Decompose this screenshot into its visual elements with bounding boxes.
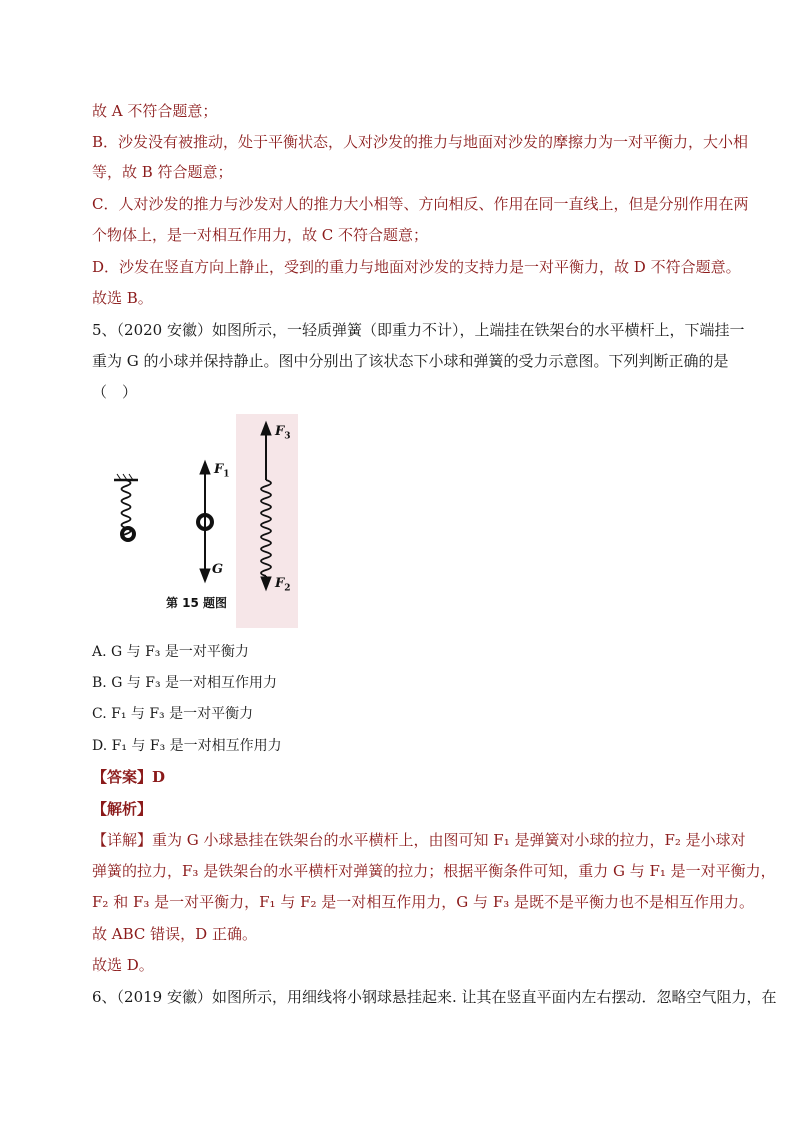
conclusion-b: 故选 B。 bbox=[92, 289, 153, 307]
option-d: D. F₁ 与 F₃ 是一对相互作用力 bbox=[92, 738, 282, 754]
detail-line-2: 弹簧的拉力，F₃ 是铁架台的水平横杆对弹簧的拉力；根据平衡条件可知，重力 G 与 F₁ 是一对平衡力， bbox=[92, 862, 776, 880]
detail-line-4: 故 ABC 错误，D 正确。 bbox=[92, 925, 257, 943]
f2-label: $F_2$ bbox=[275, 576, 291, 594]
spring-and-ball bbox=[114, 474, 138, 540]
option-a: A. G 与 F₃ 是一对平衡力 bbox=[92, 644, 249, 660]
question-5-line-1: 5、（2020 安徽）如图所示，一轻质弹簧（即重力不计），上端挂在铁架台的水平横杆上，下端挂一 bbox=[92, 321, 745, 339]
option-c-explanation: C．人对沙发的推力与沙发对人的推力大小相等、方向相反、作用在同一直线上，但是分别作用在两 bbox=[92, 195, 749, 213]
force-diagram-figure bbox=[108, 414, 298, 628]
detail-line-1: 【详解】重为 G 小球悬挂在铁架台的水平横杆上，由图可知 F₁ 是弹簧对小球的拉力，F₂ 是小球对 bbox=[92, 831, 746, 849]
f1-label: $F_1$ bbox=[214, 462, 230, 480]
figure-caption: 第 15 题图 bbox=[166, 596, 228, 610]
analysis-title: 【解析】 bbox=[92, 800, 153, 818]
detail-line-3: F₂ 和 F₃ 是一对平衡力，F₁ 与 F₂ 是一对相互作用力，G 与 F₃ 是既不是平衡力也不是相互作用力。 bbox=[92, 893, 755, 911]
option-b-explanation: B．沙发没有被推动，处于平衡状态，人对沙发的推力与地面对沙发的摩擦力为一对平衡力，大小相 bbox=[92, 133, 749, 151]
option-b: B. G 与 F₃ 是一对相互作用力 bbox=[92, 675, 278, 691]
question-5-line-2: 重为 G 的小球并保持静止。图中分别出了该状态下小球和弹簧的受力示意图。下列判断正确的是 bbox=[92, 352, 729, 370]
g-label: G bbox=[212, 562, 224, 577]
question-5-bracket: （ ） bbox=[92, 383, 138, 401]
answer-label: 【答案】D bbox=[92, 768, 166, 786]
option-d-explanation: D．沙发在竖直方向上静止，受到的重力与地面对沙发的支持力是一对平衡力，故 D 不符合题意。 bbox=[92, 258, 741, 276]
f3-label: $F_3$ bbox=[275, 424, 291, 442]
text-line-3: 等，故 B 符合题意； bbox=[92, 163, 233, 181]
option-c: C. F₁ 与 F₃ 是一对平衡力 bbox=[92, 706, 254, 722]
text-line-1: 故 A 不符合题意； bbox=[92, 102, 218, 120]
ball-force-arrows bbox=[198, 461, 212, 582]
conclusion-d: 故选 D。 bbox=[92, 956, 154, 974]
spring-force-arrows bbox=[261, 422, 271, 590]
question-6-line-1: 6、（2019 安徽）如图所示，用细线将小钢球悬挂起来. 让其在竖直平面内左右摆动．忽略空气阻力，在 bbox=[92, 988, 777, 1006]
text-line-5: 个物体上，是一对相互作用力，故 C 不符合题意； bbox=[92, 226, 429, 244]
